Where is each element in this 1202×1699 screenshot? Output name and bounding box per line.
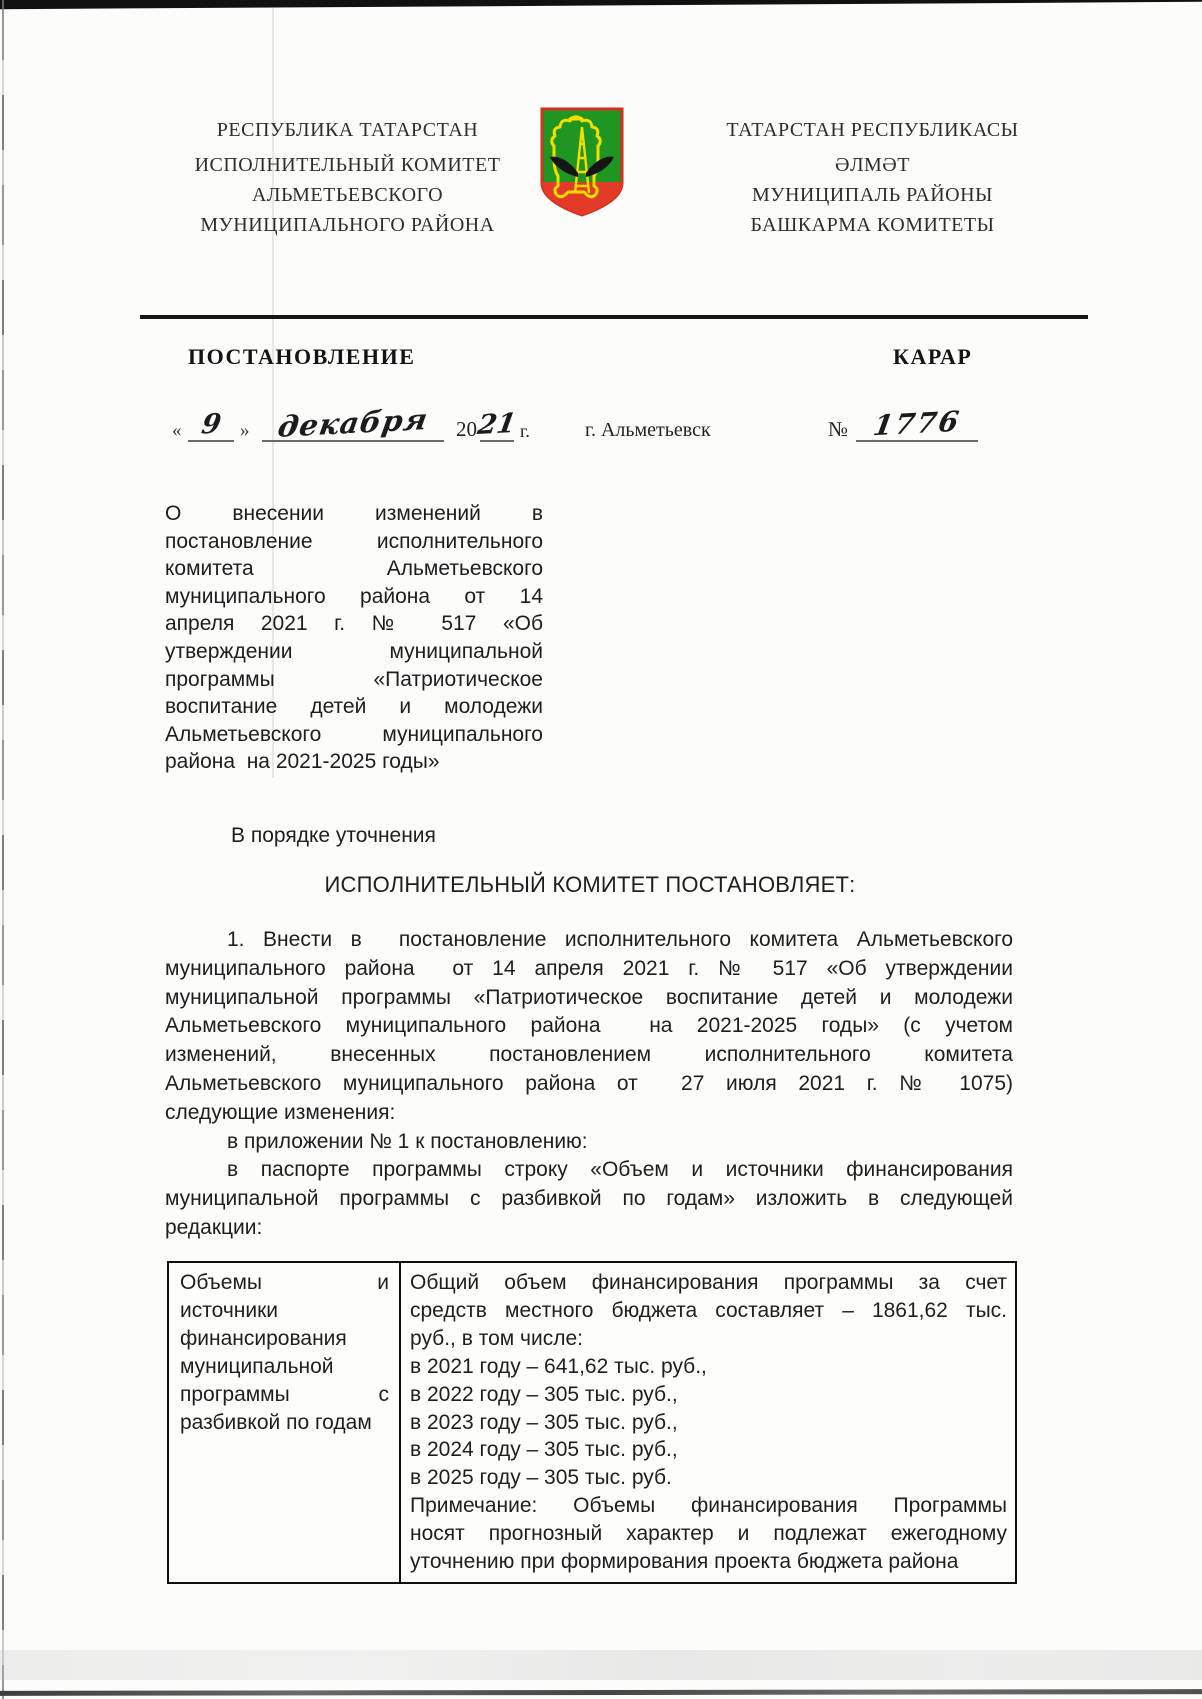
finance-table-right-cell: [401, 1263, 1015, 1582]
body-text: [165, 926, 1013, 1243]
text-line: Альметьевского муниципального района на 2021-2025 годы» (с учетом: [165, 1014, 1013, 1038]
date-month-handwritten: декабря: [275, 402, 431, 444]
subject-block: [165, 500, 543, 776]
finance-table-left-cell: [169, 1263, 401, 1582]
text-line: муниципального района от 14: [165, 584, 543, 608]
text-line: муниципальной программы «Патриотическое воспитание детей и молодежи: [165, 985, 1013, 1009]
text-line: программы «Патриотическое: [165, 667, 543, 691]
text-line: разбивкой по годам: [180, 1410, 372, 1434]
date-year-suffix: г.: [520, 421, 530, 441]
text-line: 1. Внести в постановление исполнительного комитета Альметьевского: [227, 928, 1013, 951]
body-paragraph-1: [165, 926, 1013, 1128]
date-day-handwritten: 9: [199, 408, 223, 441]
text-line: финансирования: [180, 1326, 347, 1350]
text-line: МУНИЦИПАЛЬНОГО РАЙОНА: [200, 214, 495, 236]
scan-bottom-smudge-artifact: [0, 1650, 1202, 1680]
text-line: муниципального района от 14 апреля 2021 г. № 517 «Об утверждении: [165, 956, 1013, 980]
text-line: Общий объем финансирования программы за счет: [410, 1271, 1007, 1294]
text-line: в 2024 году – 305 тыс. руб.,: [410, 1438, 678, 1462]
body-paragraph-2: [165, 1128, 1013, 1157]
text-line: АЛЬМЕТЬЕВСКОГО: [251, 184, 444, 206]
text-line: в 2023 году – 305 тыс. руб.,: [410, 1410, 678, 1434]
text-line: Альметьевского муниципального района от 27 июля 2021 г. № 1075): [165, 1071, 1013, 1095]
letterhead-tatar-block: [665, 115, 1080, 240]
text-line: апреля 2021 г. № 517 «Об: [165, 612, 543, 636]
doc-type-tatar: КАРАР: [893, 344, 973, 369]
doc-number-sign: №: [828, 417, 849, 441]
text-line: изменений, внесенных постановлением исполнительного комитета: [165, 1043, 1013, 1067]
text-line: муниципальной программы с разбивкой по годам» изложить в следующей: [165, 1187, 1013, 1211]
text-line: постановление исполнительного: [165, 529, 543, 553]
text-line: ӘЛМӘТ: [835, 154, 910, 176]
text-line: в паспорте программы строку «Объем и источники финансирования: [227, 1158, 1013, 1182]
date-year-printed: 20: [456, 417, 477, 441]
date-month-underline: [262, 402, 444, 444]
text-line: БАШКАРМА КОМИТЕТЫ: [750, 214, 995, 236]
text-line: воспитание детей и молодежи: [165, 695, 543, 719]
text-line: источники: [180, 1298, 279, 1322]
text-line: носят прогнозный характер и подлежат ежегодному: [410, 1522, 1007, 1546]
text-line: О внесении изменений в: [165, 502, 543, 525]
text-line: программы с: [180, 1382, 389, 1406]
scan-bottom-edge-artifact: [0, 1689, 1202, 1696]
preamble-text: В порядке уточнения: [231, 824, 436, 847]
date-open-quote: «: [172, 420, 182, 441]
date-close-quote: »: [240, 420, 250, 441]
finance-table: [167, 1261, 1017, 1584]
text-line: в приложении № 1 к постановлению:: [227, 1129, 588, 1153]
scan-top-edge-artifact: [0, 0, 1202, 10]
body-paragraph-3: [165, 1156, 1013, 1242]
date-year-handwritten: 21: [475, 408, 519, 441]
text-line: следующие изменения:: [165, 1100, 396, 1124]
text-line: в 2025 году – 305 тыс. руб.: [410, 1466, 672, 1490]
text-line: утверждении муниципальной: [165, 639, 543, 663]
text-line: муниципальной: [180, 1354, 334, 1378]
text-line: района на 2021-2025 годы»: [165, 750, 440, 774]
doc-number-handwritten: 1776: [870, 404, 964, 443]
text-line: МУНИЦИПАЛЬ РАЙОНЫ: [752, 184, 993, 206]
text-line: редакции:: [165, 1215, 263, 1239]
text-line: Примечание: Объемы финансирования Программы: [410, 1494, 1007, 1518]
letterhead-divider-line: [140, 315, 1088, 319]
scan-binding-line-artifact: [2, 0, 4, 1699]
text-line: ИСПОЛНИТЕЛЬНЫЙ КОМИТЕТ: [194, 154, 501, 176]
text-line: уточнению при формирования проекта бюджета района: [410, 1550, 959, 1574]
doc-type-russian: ПОСТАНОВЛЕНИЕ: [188, 344, 416, 369]
text-line: РЕСПУБЛИКА ТАТАРСТАН: [216, 119, 479, 141]
doc-number-underline: [856, 404, 978, 443]
document-city: г. Альметьевск: [585, 419, 711, 441]
text-line: комитета Альметьевского: [165, 557, 543, 581]
date-and-number-line: [0, 398, 1202, 450]
text-line: руб., в том числе:: [410, 1326, 583, 1350]
coat-of-arms-icon: [538, 106, 626, 218]
text-line: ТАТАРСТАН РЕСПУБЛИКАСЫ: [726, 119, 1019, 141]
text-line: в 2022 году – 305 тыс. руб.,: [410, 1382, 678, 1406]
date-year-underline: [475, 408, 519, 442]
text-line: Альметьевского муниципального: [165, 722, 543, 746]
date-day-underline: [188, 409, 234, 442]
resolution-heading: ИСПОЛНИТЕЛЬНЫЙ КОМИТЕТ ПОСТАНОВЛЯЕТ:: [324, 872, 856, 897]
text-line: Объемы и: [180, 1271, 389, 1294]
letterhead-russian-block: [160, 115, 535, 240]
text-line: в 2021 году – 641,62 тыс. руб.,: [410, 1354, 707, 1378]
text-line: средств местного бюджета составляет – 1861,62 тыс.: [410, 1298, 1007, 1322]
